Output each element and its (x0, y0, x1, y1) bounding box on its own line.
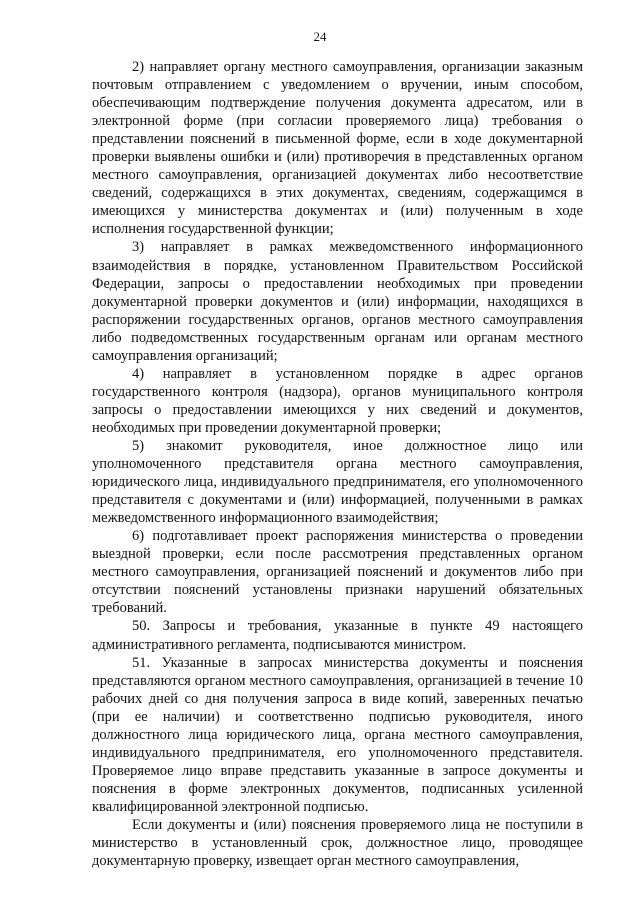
paragraph-item-4: 4) направляет в установленном порядке в адрес органов государственного контроля (надзора), органов муниципального контроля запросы о предоставлении имеющихся у них сведений и документов, необходимых при проведении документарной проверки; (92, 365, 583, 436)
paragraph-clause-51: 51. Указанные в запросах министерства документы и пояснения представляются органом местного самоуправления, организацией в течение 10 рабочих дней со дня получения запроса в виде копий, заверенных печатью (при ее наличии) и соответственно подписью руководителя, иного должностного лица юридического лица, органа местного самоуправления, индивидуального предпринимателя, его уполномоченного представителя. Проверяемое лицо вправе представить указанные в запросе документы и пояснения в форме электронных документов, подписанных усиленной квалифицированной электронной подписью. (92, 654, 583, 815)
paragraph-item-2: 2) направляет органу местного самоуправления, организации заказным почтовым отправлением с уведомлением о вручении, иным способом, обеспечивающим подтверждение получения документа адресатом, или в электронной форме (при согласии проверяемого лица) требования о представлении пояснений в письменной форме, если в ходе документарной проверки выявлены ошибки и (или) противоречия в представленных органом местного самоуправления, организацией документах либо несоответствие сведений, содержащихся в этих документах, сведениям, содержащимся в имеющихся у министерства документах и (или) полученным в ходе исполнения государственной функции; (92, 59, 583, 238)
paragraph-item-6: 6) подготавливает проект распоряжения министерства о проведении выездной проверки, если после рассмотрения представленных органом местного самоуправления, организацией пояснений и документов либо при отсутствии пояснений установлены признаки нарушений обязательных требований. (92, 528, 583, 617)
paragraph-clause-50: 50. Запросы и требования, указанные в пункте 49 настоящего административного регламента, подписываются министром. (92, 618, 583, 653)
paragraph-item-3: 3) направляет в рамках межведомственного информационного взаимодействия в порядке, установленном Правительством Российской Федерации, запросы о предоставлении необходимых при проведении документарной проверки документов и (или) информации, находящихся в распоряжении государственных органов, органов местного самоуправления либо подведомственных государственным органам или органам местного самоуправления организаций; (92, 239, 583, 364)
page-number: 24 (313, 29, 327, 44)
paragraph-continuation: Если документы и (или) пояснения проверяемого лица не поступили в министерство в установленный срок, должностное лицо, проводящее документарную проверку, извещает орган местного самоуправления, (92, 816, 583, 870)
paragraph-item-5: 5) знакомит руководителя, иное должностное лицо или уполномоченного представителя органа местного самоуправления, юридического лица, индивидуального предпринимателя, его уполномоченного представителя с документами и (или) информацией, полученными в рамках межведомственного информационного взаимодействия; (92, 437, 583, 527)
document-body (92, 58, 583, 870)
